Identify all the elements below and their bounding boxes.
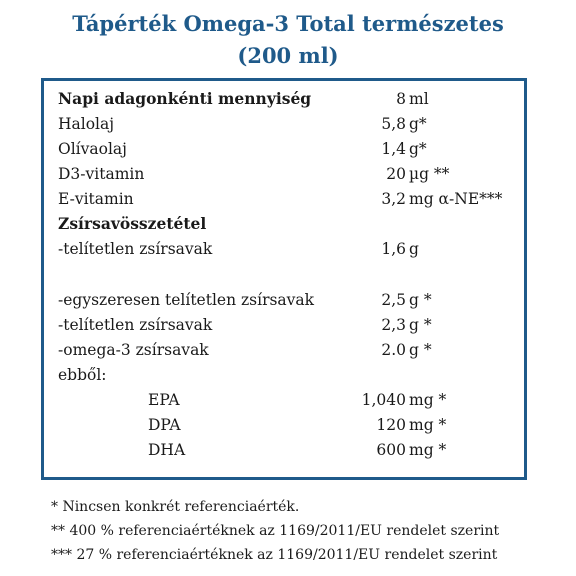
table-row — [44, 87, 524, 111]
row-unit: mg * — [409, 391, 447, 409]
row-label: ebből: — [58, 366, 107, 384]
row-unit: ml — [409, 90, 429, 108]
row-unit: g* — [409, 140, 427, 158]
table-row — [44, 187, 524, 211]
nutrition-table — [41, 78, 527, 480]
table-row — [44, 237, 524, 261]
table-row — [44, 162, 524, 186]
row-label: EPA — [148, 391, 180, 409]
row-label: -telítetlen zsírsavak — [58, 240, 213, 258]
table-row — [44, 313, 524, 337]
row-unit: g * — [409, 316, 432, 334]
table-row — [44, 212, 524, 236]
row-value: 5,8 — [381, 115, 406, 133]
row-unit: mg α-NE*** — [409, 190, 503, 208]
footnote-1: * Nincsen konkrét referenciaérték. — [51, 499, 300, 515]
row-unit: µg ** — [409, 165, 450, 183]
row-value: 2,3 — [381, 316, 406, 334]
row-label: Zsírsavösszetétel — [58, 214, 207, 233]
row-label: Napi adagonkénti mennyiség — [58, 89, 312, 108]
row-unit: g * — [409, 291, 432, 309]
row-value: 2,5 — [381, 291, 406, 309]
title-line-2: (200 ml) — [237, 43, 339, 68]
table-row — [44, 413, 524, 437]
row-value: 1,040 — [361, 391, 406, 409]
page-title — [0, 8, 576, 72]
row-label: DPA — [148, 416, 181, 434]
row-unit: g * — [409, 341, 432, 359]
footnote-3: *** 27 % referenciaértéknek az 1169/2011/EU rendelet szerint — [51, 547, 498, 563]
row-label: -omega-3 zsírsavak — [58, 341, 209, 359]
footnote-2: ** 400 % referenciaértéknek az 1169/2011/EU rendelet szerint — [51, 523, 500, 539]
table-row — [44, 112, 524, 136]
row-unit: mg * — [409, 441, 447, 459]
row-unit: g* — [409, 115, 427, 133]
title-line-1: Tápérték Omega-3 Total természetes — [72, 11, 504, 36]
table-row — [44, 137, 524, 161]
table-row — [44, 288, 524, 312]
row-value: 600 — [376, 441, 406, 459]
row-value: 2.0 — [381, 341, 406, 359]
table-row — [44, 338, 524, 362]
row-label: Halolaj — [58, 115, 115, 133]
row-value: 3,2 — [381, 190, 406, 208]
row-unit: mg * — [409, 416, 447, 434]
row-label: -telítetlen zsírsavak — [58, 316, 213, 334]
row-value: 1,4 — [381, 140, 406, 158]
row-unit: g — [409, 240, 419, 258]
row-label: Olívaolaj — [58, 140, 127, 158]
row-label: D3-vitamin — [58, 165, 145, 183]
row-value: 1,6 — [381, 240, 406, 258]
footnotes — [51, 495, 499, 567]
row-value: 8 — [396, 90, 406, 108]
table-row — [44, 363, 524, 387]
row-label: -egyszeresen telítetlen zsírsavak — [58, 291, 315, 309]
row-value: 120 — [376, 416, 406, 434]
row-value: 20 — [386, 165, 406, 183]
row-label: DHA — [148, 441, 186, 459]
table-row — [44, 438, 524, 462]
row-label: E-vitamin — [58, 190, 134, 208]
table-row — [44, 388, 524, 412]
